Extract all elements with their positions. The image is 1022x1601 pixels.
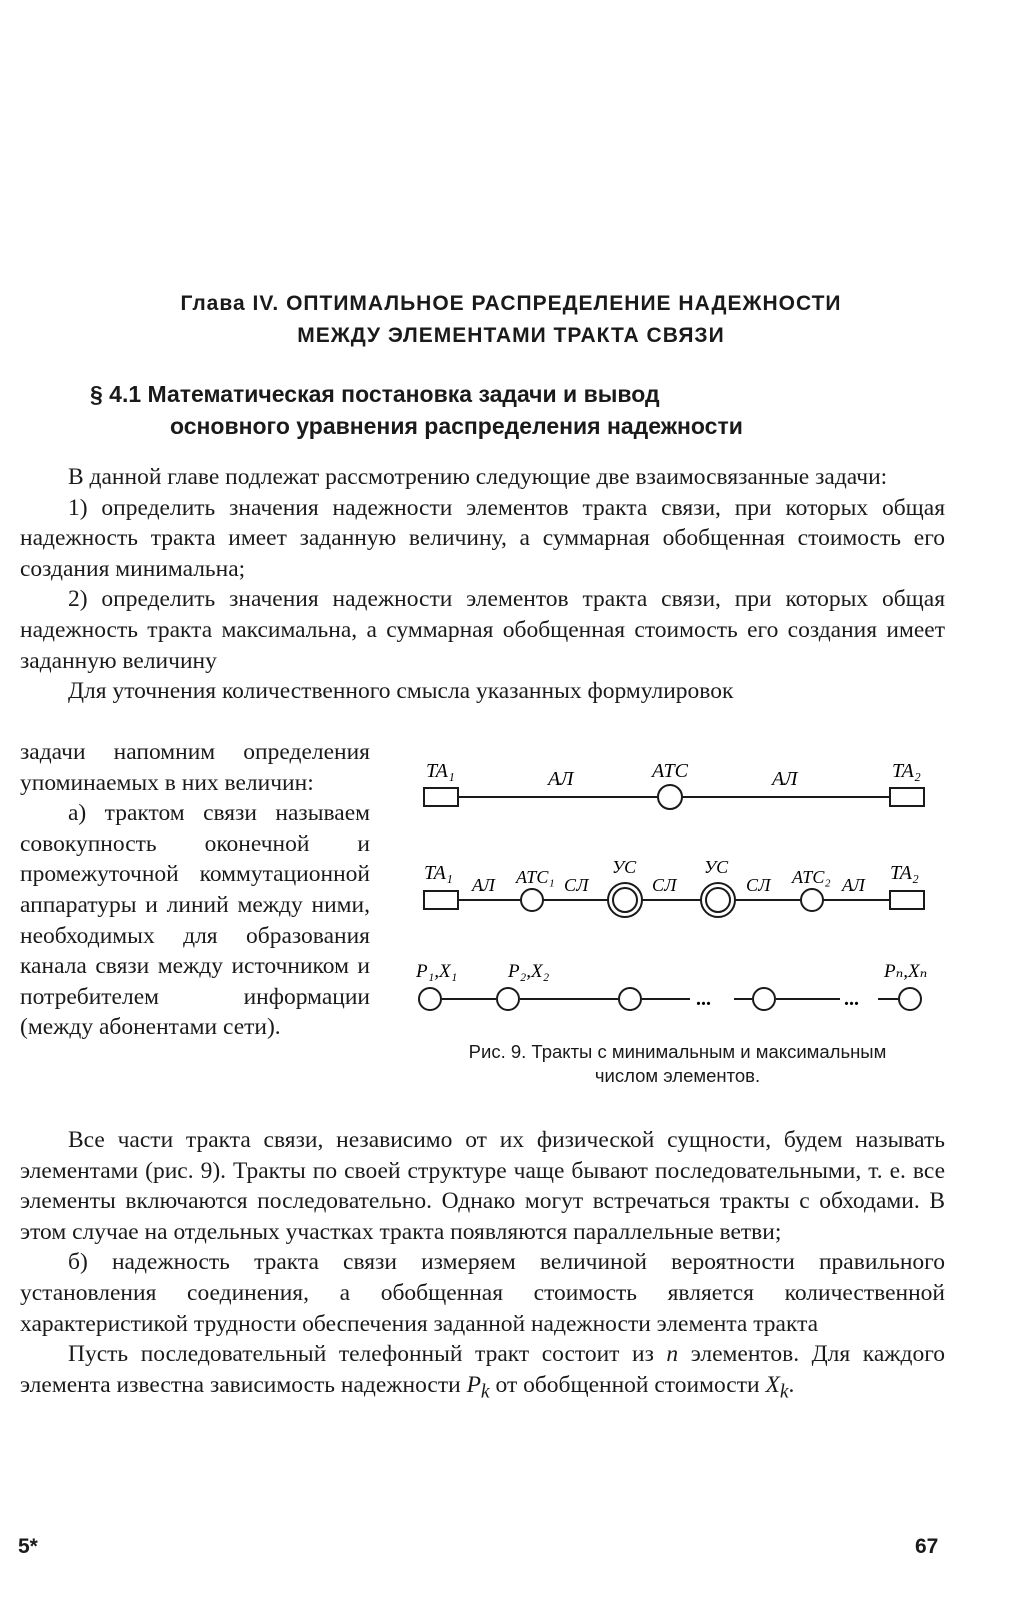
element-node-icon [753,988,775,1010]
exchange-node-icon [801,889,823,911]
label-p2-x2: P₂,X₂ [508,961,550,982]
figure-caption-line2: числом элементов. [594,1065,761,1086]
label-al: АЛ [772,768,798,790]
element-node-icon [899,988,921,1010]
section-title-line2: основного уравнения распределения надежности [170,413,743,439]
chapter-title-line1: Глава IV. ОПТИМАЛЬНОЕ РАСПРЕДЕЛЕНИЕ НАДЕЖНОСТИ [180,292,842,315]
var-p: P [466,1371,481,1398]
text-run: . [788,1371,795,1398]
exchange-node-icon [521,889,543,911]
paragraph-task-1: 1) определить значения надежности элементов тракта связи, при которых общая надежность тракта имеет заданную величину, а суммарная обобщенная стоимость его создания минимальна; [20,494,945,582]
label-ta2: TA₂ [890,862,919,884]
label-us: УС [704,857,729,877]
paragraph-task-2: 2) определить значения надежности элементов тракта связи, при которых общая надежность тракта максимальна, а суммарная обобщенная стоимость его создания имеет заданную величину [20,586,945,674]
label-al: АЛ [472,875,495,895]
label-ta1: TA₁ [426,760,455,782]
label-atc1: АТС₁ [516,867,555,887]
figure-row-2 [424,857,924,917]
label-ta2: TA₂ [892,760,921,782]
label-sl: СЛ [652,875,677,895]
text-run: от обобщенной стоимости [489,1371,766,1398]
figure-9-diagram [400,745,960,1045]
body-text-top [20,462,945,707]
label-pn-xn: Pₙ,Xₙ [884,961,928,982]
label-sl: СЛ [564,875,589,895]
figure-row-3 [415,961,927,1010]
text-run: Пусть последовательный телефонный тракт состоит из [68,1341,667,1368]
element-node-icon [619,988,641,1010]
var-k: k [779,1381,789,1403]
section-title-line1: § 4.1 Математическая постановка задачи и вывод [90,381,660,407]
label-p1-x1: P₁,X₁ [416,961,458,982]
paragraph-intro: В данной главе подлежат рассмотрению следующие две взаимосвязанные задачи: [68,464,888,490]
element-node-icon [497,988,519,1010]
page-number: 67 [915,1535,939,1558]
paragraph-problem-setup [20,1339,945,1408]
var-k: k [480,1381,490,1403]
var-n: n [666,1341,679,1368]
label-atc2: АТС₂ [792,867,831,887]
label-al: АЛ [548,768,574,790]
label-ta1: TA₁ [424,862,453,884]
paragraph-elements: Все части тракта связи, независимо от их физической сущности, будем называть элементами (рис. 9). Тракты по своей структуре чаще бывают последовательными, т. е. все элементы включаются последовательно. Однако могут встречаться тракты с обходами. В этом случае на отдельных участках тракта появляются параллельные ветви; [20,1127,945,1245]
paragraph-definitions-lead: Для уточнения количественного смысла указанных формулировок [68,678,734,705]
ellipsis: ... [844,988,859,1010]
label-us: УС [612,857,637,877]
terminal-box-icon [424,891,458,909]
element-node-icon [419,988,441,1010]
body-text-bottom [20,1125,945,1408]
body-text-narrow-column [20,737,370,1043]
paragraph-definitions-rest: задачи напомним определения упоминаемых в них величин: [20,739,370,796]
paragraph-definition-b: б) надежность тракта связи измеряем величиной вероятности правильного установления соединения, а обобщенная стоимость является количественной характеристикой трудности обеспечения заданной надежности элемента тракта [20,1249,945,1337]
paragraph-definition-a: а) трактом связи называем совокупность оконечной и промежуточной коммутационной аппаратуры и линий между ними, необходимых для образования канала связи между источником и потребителем информации (между абонентами сети). [20,800,370,1041]
terminal-box-icon [890,788,924,806]
exchange-node-icon [658,785,682,809]
figure-row-1 [424,760,924,809]
label-sl: СЛ [746,875,771,895]
text-run: элементов. Для каждого элемента известна зависимость надежности [20,1341,945,1398]
figure-caption-line1: Рис. 9. Тракты с минимальным и максимальным [468,1041,887,1062]
signature-mark: 5* [18,1535,38,1558]
ellipsis: ... [696,988,711,1010]
label-al: АЛ [842,875,865,895]
terminal-box-icon [890,891,924,909]
label-atc: АТС [652,760,688,782]
terminal-box-icon [424,788,458,806]
figure-caption [395,1040,960,1088]
var-x: X [765,1371,780,1398]
chapter-title-line2: МЕЖДУ ЭЛЕМЕНТАМИ ТРАКТА СВЯЗИ [297,324,725,347]
